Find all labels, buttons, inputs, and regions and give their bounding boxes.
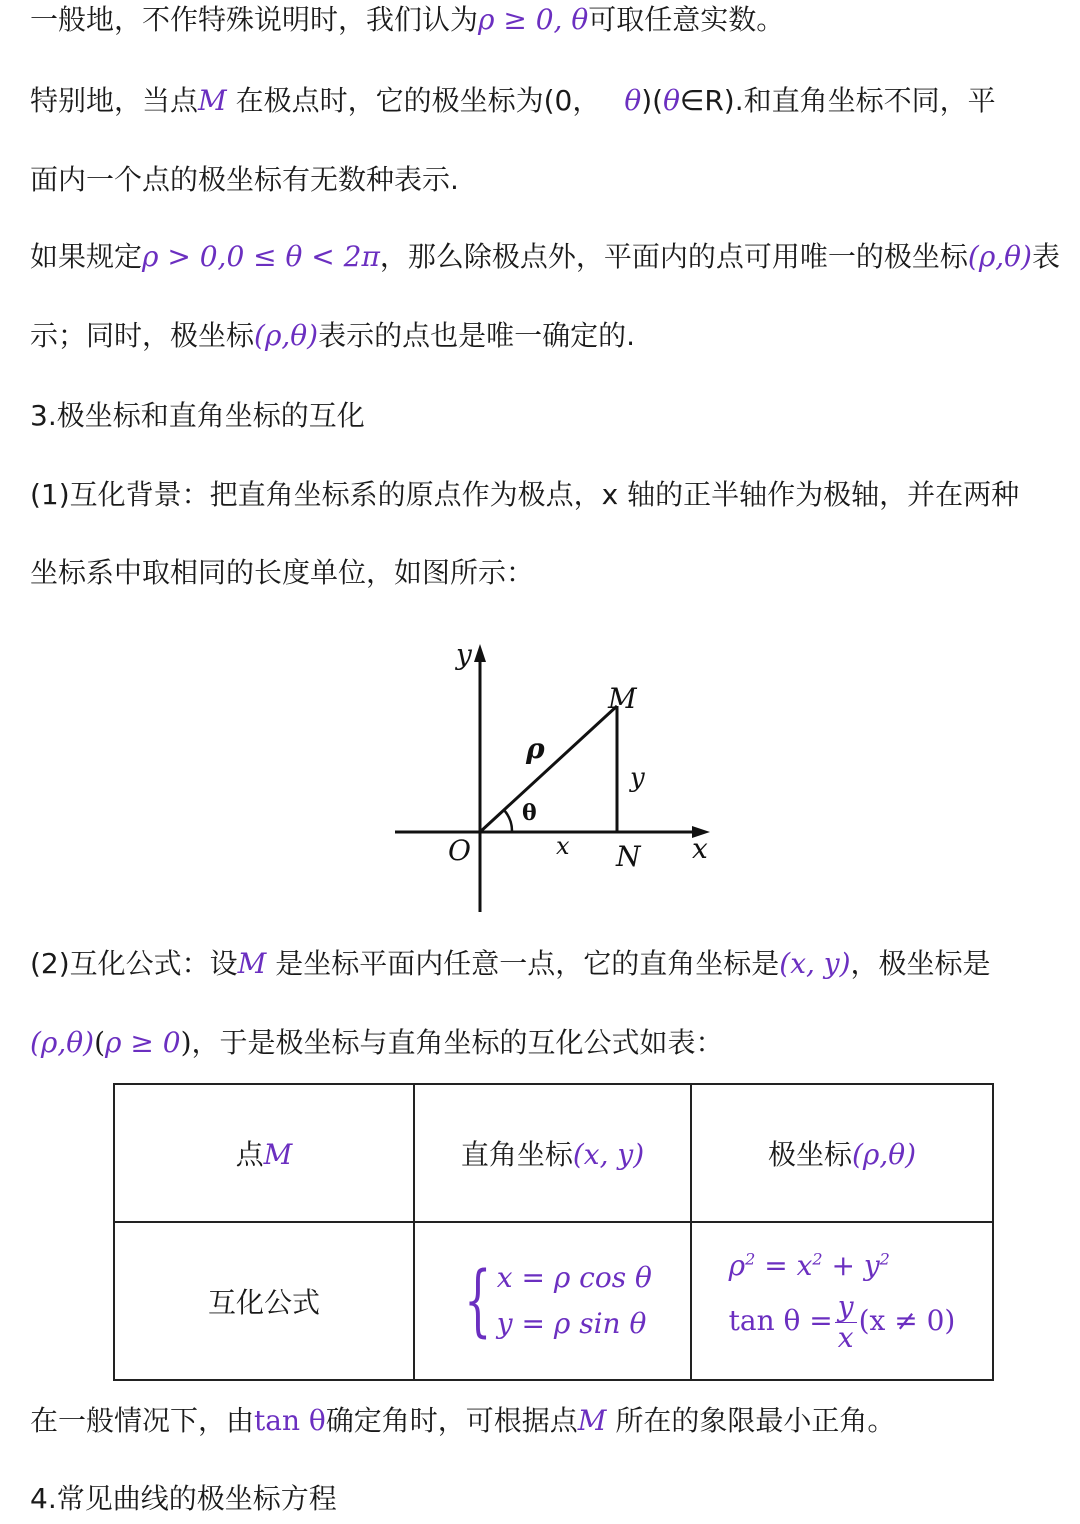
header-cell-rect <box>414 1084 691 1222</box>
point-m-label: M <box>608 682 637 715</box>
text: 一般地，不作特殊说明时，我们认为 <box>30 3 479 36</box>
math-expression: (ρ,θ) <box>851 1138 917 1171</box>
math-expression: (ρ,θ) <box>30 1026 95 1059</box>
line-7: (1)互化背景：把直角坐标系的原点作为极点，x 轴的正半轴作为极轴，并在两种 <box>30 478 1020 511</box>
theta-label: θ <box>522 800 537 826</box>
formula: $\rho^2 = x^2 + y^2$ <box>728 1248 890 1282</box>
segment-y-label: y <box>630 763 645 793</box>
line-4 <box>30 237 1060 277</box>
math-symbol: θ <box>624 84 642 117</box>
rho-label: ρ <box>526 732 545 765</box>
point-n-label: N <box>616 840 641 873</box>
math-symbol: M <box>237 947 267 980</box>
line-2 <box>30 81 996 121</box>
segment-x-label: x <box>556 832 570 860</box>
y-axis-label: y <box>456 638 472 671</box>
math-expression: tan θ <box>254 1404 326 1437</box>
polar-rect-diagram <box>380 620 730 920</box>
table-row <box>114 1222 993 1380</box>
line-5 <box>30 316 635 356</box>
text: )( <box>641 84 664 117</box>
header-cell-point <box>114 1084 414 1222</box>
math-expression: (x, y) <box>779 947 851 980</box>
line-10 <box>30 1023 724 1063</box>
row-label-cell: 互化公式 <box>114 1222 414 1380</box>
paren: ) <box>180 1026 192 1059</box>
math-expression: ρ > 0,0 ≤ θ < 2π <box>142 240 380 273</box>
text: 是坐标平面内任意一点，它的直角坐标是 <box>275 947 780 980</box>
math-symbol: M <box>263 1138 293 1171</box>
section-heading-3: 3.极坐标和直角坐标的互化 <box>30 399 365 432</box>
text: 在一般情况下，由 <box>30 1404 255 1437</box>
header-cell-polar <box>691 1084 993 1222</box>
text: 如果规定 <box>30 240 143 273</box>
origin-label: O <box>448 834 471 867</box>
section-heading-4: 4.常见曲线的极坐标方程 <box>30 1482 337 1515</box>
line-1 <box>30 0 784 40</box>
line-3: 面内一个点的极坐标有无数种表示. <box>30 163 459 196</box>
equation-system <box>453 1255 652 1347</box>
text: (2)互化公式：设 <box>30 947 238 980</box>
header-text: 直角坐标 <box>460 1138 573 1171</box>
text: 确定角时，可根据点 <box>325 1404 578 1437</box>
text: 表 <box>1031 240 1060 273</box>
text: 在极点时，它的极坐标为(0， <box>235 84 601 117</box>
header-text: 点 <box>235 1138 264 1171</box>
math-expression: ρ ≥ 0, θ <box>478 3 589 36</box>
text: 所在的象限最小正角。 <box>615 1404 896 1437</box>
x-axis-label: x <box>692 832 708 865</box>
line-8: 坐标系中取相同的长度单位，如图所示： <box>30 556 535 589</box>
text: ，那么除极点外，平面内的点可用唯一的极坐标 <box>379 240 968 273</box>
polar-formula-cell <box>691 1222 993 1380</box>
text: ，极坐标是 <box>850 947 991 980</box>
formula: tan θ = $\frac{y}{x}$ (x ≠ 0) <box>728 1290 956 1355</box>
polar-formulas <box>729 1249 956 1354</box>
table-header-row <box>114 1084 993 1222</box>
paren: ( <box>94 1026 106 1059</box>
brace-icon: { <box>464 1256 492 1346</box>
header-text: 极坐标 <box>767 1138 852 1171</box>
text: ∈R).和直角坐标不同，平 <box>679 84 996 117</box>
math-symbol: M <box>198 84 227 117</box>
line-9 <box>30 944 991 984</box>
rect-formula-cell <box>414 1222 691 1380</box>
math-expression: (ρ,θ) <box>967 240 1032 273</box>
text: 特别地，当点 <box>30 84 199 117</box>
text: 可取任意实数。 <box>588 3 785 36</box>
line-11 <box>30 1401 895 1441</box>
text: ，于是极坐标与直角坐标的互化公式如表： <box>191 1026 724 1059</box>
math-expression: (ρ,θ) <box>254 319 319 352</box>
formula: y = ρ sin θ <box>496 1307 647 1340</box>
conversion-table <box>113 1083 994 1381</box>
text: 示；同时，极坐标 <box>30 319 255 352</box>
math-expression: (x, y) <box>572 1138 645 1171</box>
formula: x = ρ cos θ <box>496 1261 652 1294</box>
math-symbol: θ <box>663 84 680 117</box>
math-expression: ρ ≥ 0 <box>105 1026 181 1059</box>
math-symbol: M <box>577 1404 607 1437</box>
text: 表示的点也是唯一确定的. <box>318 319 635 352</box>
